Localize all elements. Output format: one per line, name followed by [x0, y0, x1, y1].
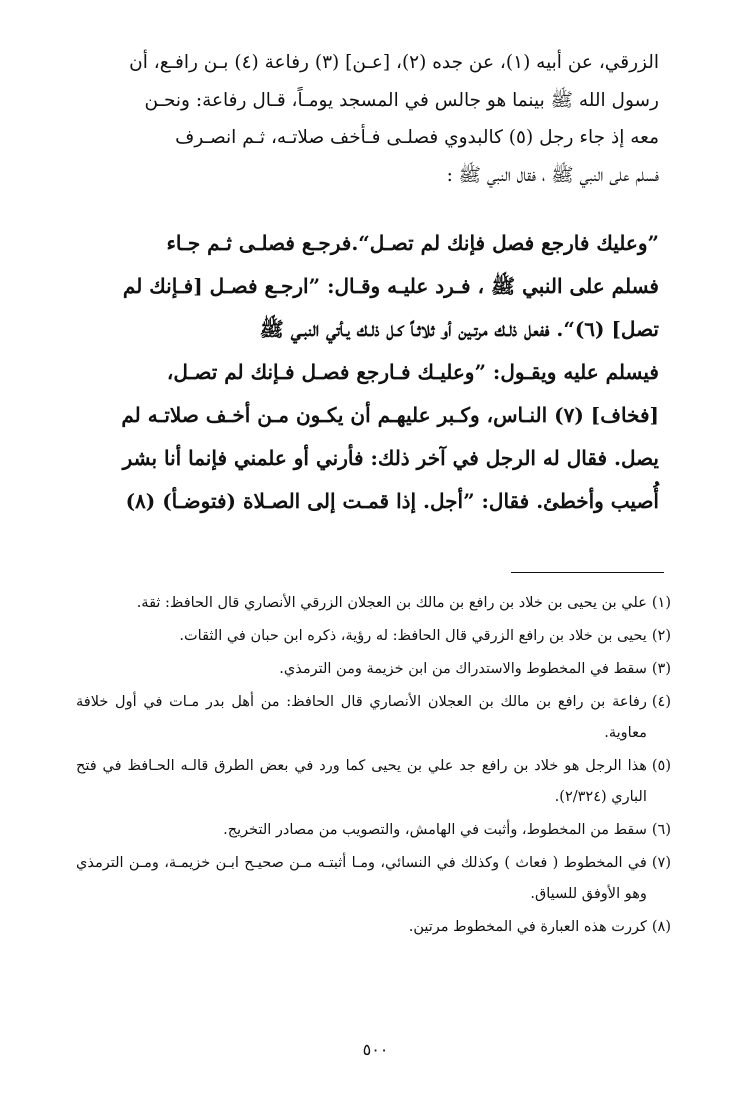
page-number: ٥٠٠ [362, 1040, 389, 1059]
footnote-number: (٥) [651, 758, 671, 774]
hadith-line: [فخاف] (٧) النـاس، وكـبر عليهـم أن يكـون مـن أخـف صلاتـه لم [121, 403, 659, 427]
footnote-text: كررت هذه العبارة في المخطوط مرتين. [408, 919, 647, 935]
hadith-text [86, 222, 659, 523]
footnote [76, 848, 671, 910]
footnote [76, 751, 671, 813]
footnote-number: (٨) [651, 919, 671, 935]
footnote-text: سقط في المخطوط والاستدراك من ابن خزيمة ومن الترمذي. [279, 661, 647, 677]
footnote [76, 654, 671, 685]
hadith-line: أُصيب وأخطئ. فقال: ”أجل. إذا قمـت إلى الصـلاة (فتوضـأ) (٨) [125, 489, 659, 513]
footnote-text: سقط من المخطوط، وأثبت في الهامش، والتصويب من مصادر التخريج. [223, 822, 647, 838]
footnote-text: هذا الرجل هو خلاد بن رافع جد علي بن يحيى كما ورد في بعض الطرق قالـه الحـافظ في فتح الباري (٢/٣٢٤). [76, 758, 647, 805]
hadith-line: فيسلم عليه ويقـول: ”وعليـك فـارجع فصـل فـإنك لم تصـل، [166, 360, 659, 384]
intro-line: معه إذ جاء رجل (٥) كالبدوي فصلـى فـأخف صلاتـه، ثـم انصـرف [175, 127, 659, 148]
intro-paragraph [86, 44, 659, 194]
footnote [76, 912, 671, 943]
footnote [76, 815, 671, 846]
intro-line: رسول الله ﷺ بينما هو جالس في المسجد يومـاً، قـال رفاعة: ونحـن [144, 89, 659, 111]
footnote-text: رفاعة بن رافع بن مالك بن العجلان الأنصاري قال الحافظ: من أهل بدر مـات في أول خلافة معاوية. [76, 694, 647, 741]
intro-line: فسلم على النبي ﷺ ، فقال النبي ﷺ : [446, 164, 659, 186]
footnote [76, 687, 671, 749]
footnotes [76, 588, 671, 945]
intro-line: الزرقي، عن أبيه (١)، عن جده (٢)، [عـن] (٣) رفاعة (٤) بـن رافـع، أن [129, 52, 659, 73]
footnote [76, 588, 671, 619]
footnote-number: (٣) [651, 661, 671, 677]
footnote-separator [511, 572, 664, 573]
footnote-text: علي بن يحيى بن خلاد بن رافع بن مالك بن العجلان الزرقي الأنصاري قال الحافظ: ثقة. [136, 595, 647, 611]
footnote-text: يحيى بن خلاد بن رافع الزرقي قال الحافظ: له رؤية، ذكره ابن حبان في الثقات. [179, 628, 647, 644]
hadith-line: تصل] (٦)“. ففعل ذلـك مرتـين أو ثلاثـاً كـل ذلـك يـأتي النبـي ﷺ [259, 317, 659, 341]
footnote [76, 621, 671, 652]
hadith-line: يصل. فقال له الرجل في آخر ذلك: فأرني أو علمني فإنما أنا بشر [122, 446, 659, 470]
footnote-number: (٢) [651, 628, 671, 644]
footnote-number: (٧) [651, 855, 671, 871]
footnote-number: (١) [651, 595, 671, 611]
hadith-line: ”وعليك فارجع فصل فإنك لم تصـل“.فرجـع فصلـى ثـم جـاء [166, 231, 659, 255]
hadith-line: فسلم على النبي ﷺ ، فـرد عليـه وقـال: ”ارجـع فصـل [فـإنك لم [122, 274, 659, 298]
footnote-number: (٤) [651, 694, 671, 710]
footnote-number: (٦) [651, 822, 671, 838]
footnote-text: في المخطوط ( فعاث ) وكذلك في النسائي، ومـا أثبتـه مـن صحيـح ابـن خزيمـة، ومـن الترمذي وهو الأوفق للسياق. [76, 855, 647, 902]
